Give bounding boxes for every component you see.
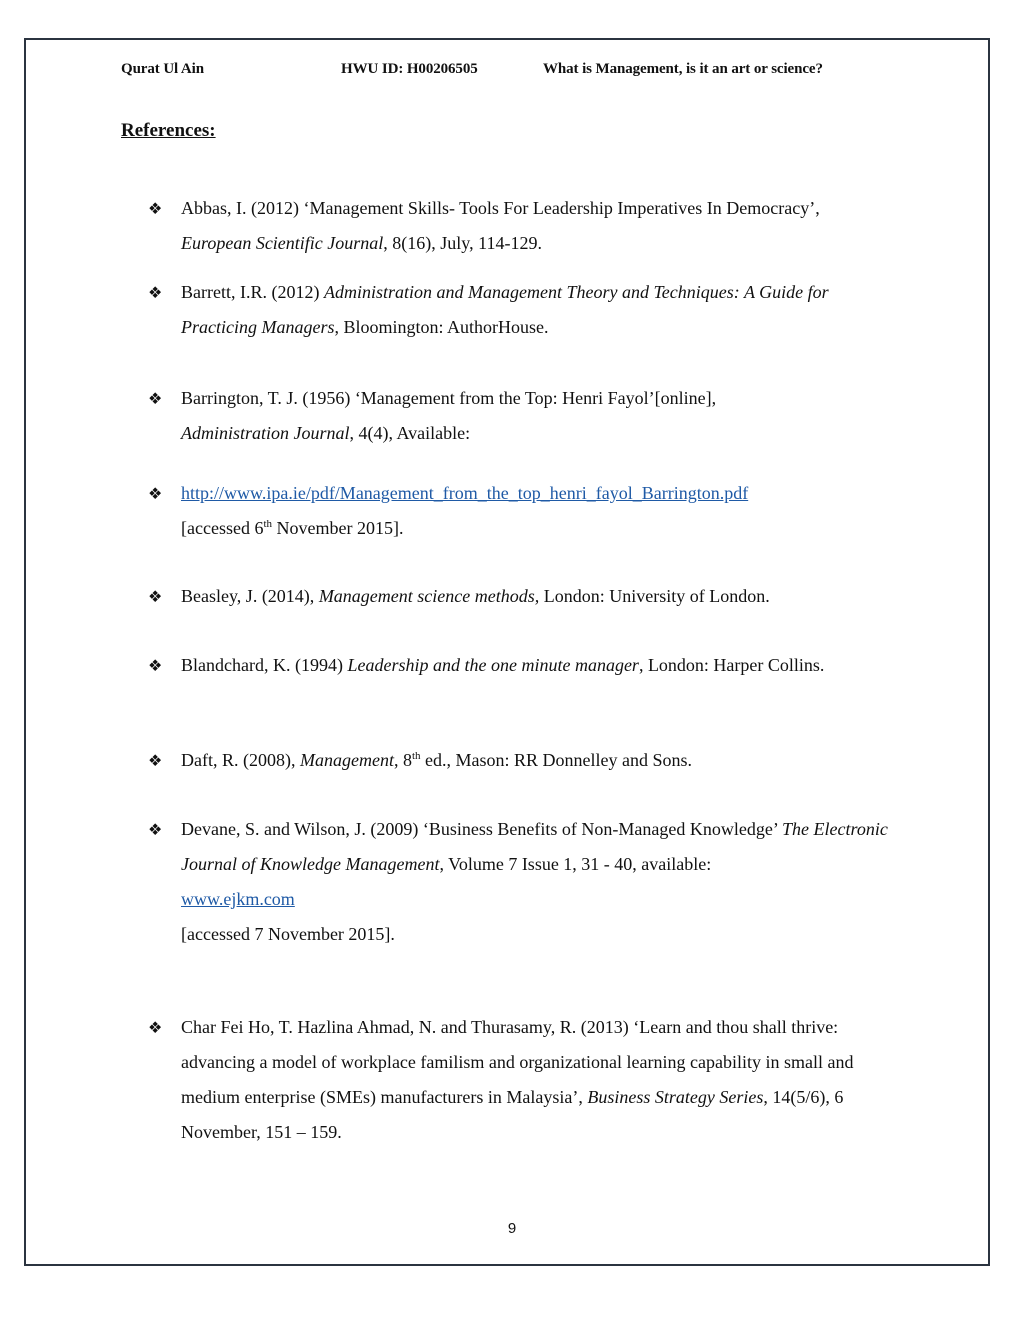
reference-abbas: ❖ Abbas, I. (2012) ‘Management Skills- Tools For Leadership Imperatives In Democracy’, European Scientific Journal, 8(16), July, 114-129. [181, 191, 901, 261]
ejkm-link[interactable]: www.ejkm.com [181, 889, 295, 909]
reference-daft: ❖ Daft, R. (2008), Management, 8th ed., Mason: RR Donnelley and Sons. [181, 743, 901, 778]
references-heading: References: [121, 120, 216, 141]
header-essay-title: What is Management, is it an art or science? [543, 61, 823, 77]
page-number: 9 [507, 1220, 517, 1237]
diamond-bullet-icon: ❖ [148, 820, 163, 839]
reference-ipa-link: ❖ http://www.ipa.ie/pdf/Management_from_the_top_henri_fayol_Barrington.pdf [accessed 6th November 2015]. [181, 476, 901, 546]
reference-barrett: ❖ Barrett, I.R. (2012) Administration and Management Theory and Techniques: A Guide for Practicing Managers, Bloomington: AuthorHouse. [181, 275, 901, 345]
diamond-bullet-icon: ❖ [148, 484, 163, 503]
reference-barrington: ❖ Barrington, T. J. (1956) ‘Management from the Top: Henri Fayol’[online], Administration Journal, 4(4), Available: [181, 381, 901, 451]
reference-char-fei-ho: ❖ Char Fei Ho, T. Hazlina Ahmad, N. and Thurasamy, R. (2013) ‘Learn and thou shall thrive: advancing a model of workplace familism and organizational learning capability in small and medium enterprise (SMEs) manufacturers in Malaysia’, Business Strategy Series, 14(5/6), 6 November, 151 – 159. [181, 1010, 901, 1150]
ipa-pdf-link[interactable]: http://www.ipa.ie/pdf/Management_from_the_top_henri_fayol_Barrington.pdf [181, 483, 749, 503]
diamond-bullet-icon: ❖ [148, 199, 163, 218]
diamond-bullet-icon: ❖ [148, 587, 163, 606]
diamond-bullet-icon: ❖ [148, 751, 163, 770]
reference-devane: ❖ Devane, S. and Wilson, J. (2009) ‘Business Benefits of Non-Managed Knowledge’ The Electronic Journal of Knowledge Management, Volume 7 Issue 1, 31 - 40, available: www.ejkm.com [accessed 7 November 2015]. [181, 812, 901, 952]
diamond-bullet-icon: ❖ [148, 283, 163, 302]
header-author: Qurat Ul Ain [121, 61, 204, 77]
diamond-bullet-icon: ❖ [148, 656, 163, 675]
diamond-bullet-icon: ❖ [148, 1018, 163, 1037]
reference-beasley: ❖ Beasley, J. (2014), Management science methods, London: University of London. [181, 579, 901, 614]
reference-blanchard: ❖ Blandchard, K. (1994) Leadership and the one minute manager, London: Harper Collins. [181, 648, 901, 683]
diamond-bullet-icon: ❖ [148, 389, 163, 408]
header-student-id: HWU ID: H00206505 [341, 61, 478, 77]
